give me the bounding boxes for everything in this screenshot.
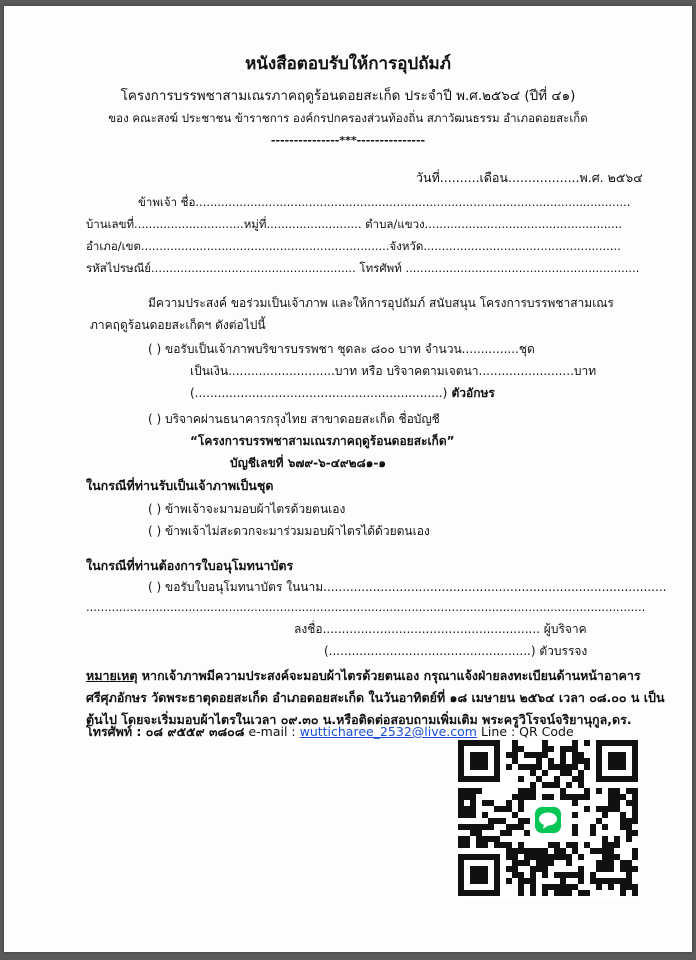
signature-line: ลงชื่อ......................................................... ผู้บริจาค (294, 622, 587, 636)
bank-account-name: “โครงการบรรพชาสามเณรภาคฤดูร้อนดอยสะเก็ด” (190, 434, 455, 448)
postal-line: รหัสไปรษณีย์........................................................ โทรศัพท์ ................................................................ (86, 261, 640, 275)
name-line: ข้าพเจ้า ชื่อ....................................................................................................................... (138, 195, 631, 209)
divider: ---------------***--------------- (270, 134, 426, 147)
receipt-choice: ( ) ขอรับใบอนุโมทนาบัตร ในนาม.......................................................................................... (148, 580, 667, 594)
host-section-heading: ในกรณีที่ท่านรับเป็นเจ้าภาพเป็นชุด (86, 478, 274, 493)
line-logo-icon (532, 804, 564, 836)
document-title: หนังสือตอบรับให้การอุปถัมภ์ (245, 54, 451, 74)
host-choice-absent: ( ) ข้าพเจ้าไม่สะดวกจะมาร่วมมอบผ้าไตรได้ด้วยตนเอง (148, 524, 430, 538)
bank-account-number: บัญชีเลขที่ ๖๗๙-๖-๔๙๒๘๑-๑ (230, 456, 386, 470)
email-link[interactable]: wutticharee_2532@live.com (299, 724, 477, 739)
district-line: อำเภอ/เขต....................................................................จังหวัด...................................................... (86, 239, 621, 253)
option-bank-transfer: ( ) บริจาคผ่านธนาคารกรุงไทย สาขาดอยสะเก็ด ชื่อบัญชี (148, 412, 440, 426)
receipt-section-heading: ในกรณีที่ท่านต้องการใบอนุโมทนาบัตร (86, 558, 294, 573)
note-line-2: ศรีศุภอักษร วัดพระธาตุดอยสะเก็ด อำเภอดอยสะเก็ด ในวันอาทิตย์ที่ ๑๘ เมษายน ๒๕๖๔ เวลา ๐๘.๐๐ น เป็น (86, 690, 665, 705)
contact-line: โทรศัพท์ : ๐๘ ๙๕๕๙ ๓๘๐๘ e-mail : wutticharee_2532@live.com Line : QR Code (86, 724, 574, 739)
project-line: โครงการบรรพชาสามเณรภาคฤดูร้อนดอยสะเก็ด ประจำปี พ.ศ.๒๕๖๔ (ปีที่ ๔๑) (120, 88, 576, 104)
address-line: บ้านเลขที่..............................หมู่ที่.......................... ตำบล/แขวง...................................................... (86, 217, 623, 231)
option-host-words: (.................................................................) ตัวอักษร (190, 386, 495, 400)
note-label: หมายเหตุ (86, 668, 138, 683)
date-line: วันที่..........เดือน..................พ.ศ. ๒๕๖๔ (416, 170, 643, 185)
note-line-1: หมายเหตุ หากเจ้าภาพมีความประสงค์จะมอบผ้าไตรด้วยตนเอง กรุณาแจ้งฝ่ายลงทะเบียนด้านหน้าอาคาร (86, 668, 641, 683)
intent-line-1: มีความประสงค์ ขอร่วมเป็นเจ้าภาพ และให้การอุปถัมภ์ สนับสนุน โครงการบรรพชาสามเณร (148, 296, 614, 310)
receipt-dotted-line: ......................................................................................................................................................... (86, 600, 646, 614)
option-host-amount: เป็นเงิน............................บาท หรือ บริจาคตามเจตนา.........................บาท (190, 364, 597, 378)
printed-name-line: (.....................................................) ตัวบรรจง (324, 644, 588, 658)
intent-line-2: ภาคฤดูร้อนดอยสะเก็ดฯ ดังต่อไปนี้ (90, 318, 266, 332)
organizers-line: ของ คณะสงฆ์ ประชาชน ข้าราชการ องค์กรปกครองส่วนท้องถิ่น สภาวัฒนธรรม อำเภอดอยสะเก็ด (108, 111, 588, 125)
note-line-3: ต้นไป โดยจะเริ่มมอบผ้าไตรในเวลา ๐๙.๓๐ น.หรือติดต่อสอบถามเพิ่มเติม พระครูวิโรจน์จริยานุกูล,ดร. (86, 712, 632, 727)
document-page (4, 6, 692, 952)
qr-code-icon (458, 740, 640, 900)
host-choice-self: ( ) ข้าพเจ้าจะมามอบผ้าไตรด้วยตนเอง (148, 502, 346, 516)
option-host-set: ( ) ขอรับเป็นเจ้าภาพบริขารบรรพชา ชุดละ ๘๐๐ บาท จำนวน...............ชุด (148, 342, 535, 356)
